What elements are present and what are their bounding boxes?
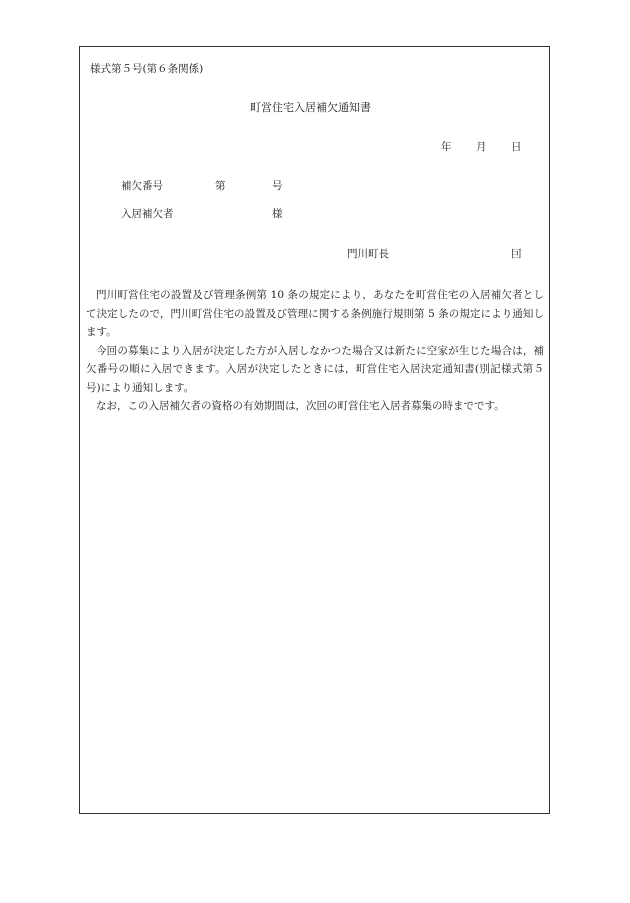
notice-body [86,286,544,416]
notice-paragraph-2: 今回の募集により入居が決定した方が入居しなかつた場合又は新たに空家が生じた場合は，補欠番号の順に入居できます。入居が決定したときには，町営住宅入居決定通知書(別記様式第５号)により通知します。 [86,344,544,394]
form-border [79,46,550,814]
number-prefix: 第 [215,180,226,192]
form-number: 様式第５号(第６条関係) [90,63,204,75]
issuer-name: 門川町長 [347,248,389,260]
honorific: 様 [272,208,283,220]
seal-mark: 囙 [511,248,522,260]
date-year-label: 年 [441,141,452,153]
notice-paragraph-1: 門川町営住宅の設置及び管理条例第 10 条の規定により，あなたを町営住宅の入居補欠者として決定したので，門川町営住宅の設置及び管理に関する条例施行規則第 5 条の規定により通知します。 [86,289,544,338]
reserve-number-label: 補欠番号 [121,180,163,192]
document-title: 町営住宅入居補欠通知書 [250,101,371,114]
date-month-label: 月 [476,141,487,153]
notice-paragraph-3: なお，この入居補欠者の資格の有効期間は，次回の町営住宅入居者募集の時までです。 [96,400,505,412]
date-day-label: 日 [511,141,522,153]
number-suffix: 号 [272,180,283,192]
reserve-tenant-label: 入居補欠者 [121,208,174,220]
